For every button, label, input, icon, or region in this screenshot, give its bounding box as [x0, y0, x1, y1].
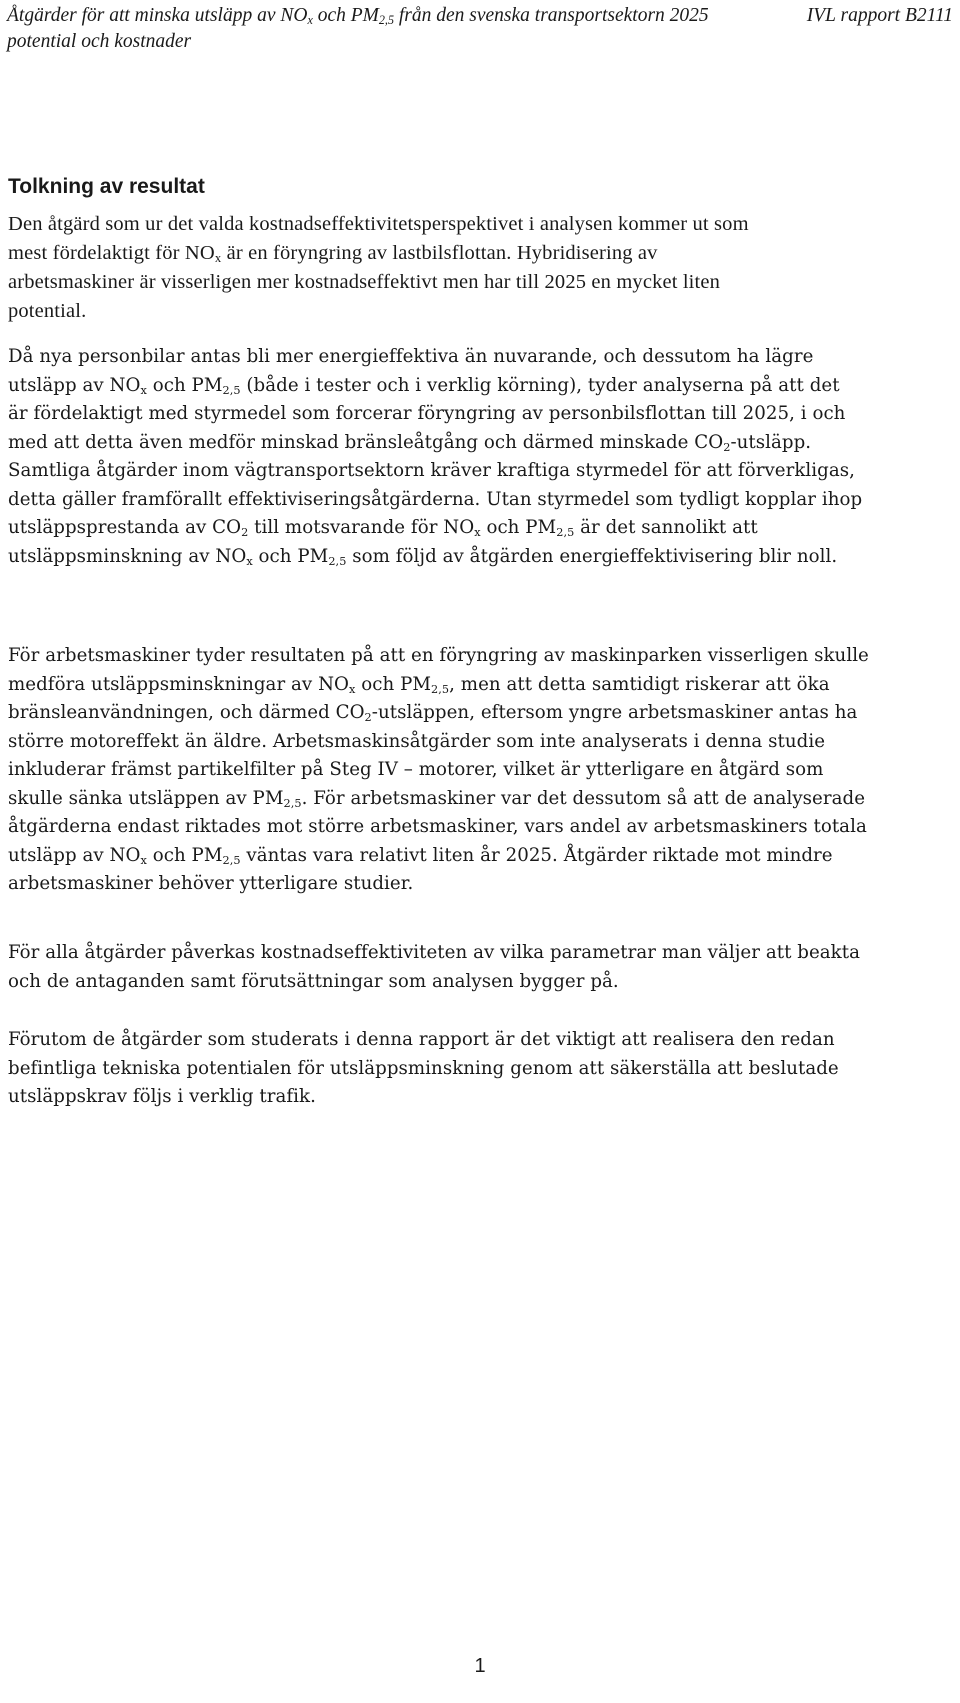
paragraph-line: utsläppskrav följs i verklig trafik.: [8, 1086, 316, 1107]
paragraph-4: [8, 939, 952, 996]
paragraph-1: [8, 210, 952, 326]
paragraph-line: arbetsmaskiner är visserligen mer kostnadseffektivt men har till 2025 en mycket liten: [8, 271, 721, 293]
paragraph-line: skulle sänka utsläppen av $PM_{2,5}$. För arbetsmaskiner var det dessutom så att de analyserade: [8, 787, 866, 810]
paragraph-line: arbetsmaskiner behöver ytterligare studier.: [8, 873, 414, 894]
paragraph-line: utsläpp av $NO_x$ och $PM_{2,5}$ väntas vara relativt liten år 2025. Åtgärder riktade mot mindre: [8, 844, 833, 867]
paragraph-line: potential.: [8, 300, 87, 322]
paragraph-line: större motoreffekt än äldre. Arbetsmaskinsåtgärder som inte analyserats i denna studie: [8, 730, 826, 752]
paragraph-line: Samtliga åtgärder inom vägtransportsektorn kräver kraftiga styrmedel för att förverkligas,: [8, 460, 855, 481]
paragraph-line: med att detta även medför minskad bränsleåtgång och därmed minskade $CO_2$-utsläpp.: [8, 431, 812, 454]
paragraph-line: detta gäller framförallt effektiviseringsåtgärderna. Utan styrmedel som tydligt kopplar ihop: [8, 488, 863, 510]
header-title-line1: Åtgärder för att minska utsläpp av $NO_x$ och $PM_{2,5}$ från den svenska transportsektorn 2025: [7, 5, 709, 28]
paragraph-line: utsläppsprestanda av $CO_2$ till motsvarande för $NO_x$ och $PM_{2,5}$ är det sannolikt att: [8, 517, 758, 539]
page-header: [7, 3, 953, 52]
paragraph-5: [8, 1026, 952, 1112]
paragraph-line: utsläppsminskning av $NO_x$ och $PM_{2,5}$ som följd av åtgärden energieffektivisering blir noll.: [8, 545, 838, 568]
paragraph-line: bränsleanvändningen, och därmed $CO_2$-utsläppen, eftersom yngre arbetsmaskiner antas ha: [8, 702, 858, 724]
page-number: 1: [474, 1655, 486, 1677]
paragraph-line: och de antaganden samt förutsättningar som analysen bygger på.: [8, 970, 619, 992]
paragraph-line: åtgärderna endast riktades mot större arbetsmaskiner, vars andel av arbetsmaskiners totala: [8, 816, 867, 837]
paragraph-line: Då nya personbilar antas bli mer energieffektiva än nuvarande, och dessutom ha lägre: [8, 346, 814, 367]
header-report-id: IVL rapport B2111: [806, 5, 953, 26]
paragraph-line: Den åtgärd som ur det valda kostnadseffektivitetsperspektivet i analysen kommer ut som: [8, 213, 749, 235]
section-heading: Tolkning av resultat: [8, 175, 205, 198]
paragraph-line: medföra utsläppsminskningar av $NO_x$ och $PM_{2,5}$, men att detta samtidigt riskerar att öka: [8, 673, 830, 696]
paragraph-2: [8, 343, 952, 571]
paragraph-line: För arbetsmaskiner tyder resultaten på att en föryngring av maskinparken visserligen skulle: [8, 645, 869, 666]
paragraph-line: befintliga tekniska potentialen för utsläppsminskning genom att säkerställa att beslutade: [8, 1057, 839, 1079]
paragraph-line: Förutom de åtgärder som studerats i denna rapport är det viktigt att realisera den redan: [8, 1029, 835, 1050]
paragraph-line: För alla åtgärder påverkas kostnadseffektiviteten av vilka parametrar man väljer att beakta: [8, 942, 860, 963]
paragraph-line: inkluderar främst partikelfilter på Steg IV – motorer, vilket är ytterligare en åtgärd som: [8, 759, 824, 780]
paragraph-line: mest fördelaktigt för $NO_x$ är en föryngring av lastbilsflottan. Hybridisering av: [8, 242, 658, 266]
paragraph-3: [8, 642, 952, 899]
paragraph-line: utsläpp av $NO_x$ och $PM_{2,5}$ (både i tester och i verklig körning), tyder analyserna på att det: [8, 374, 840, 397]
paragraph-line: är fördelaktigt med styrmedel som forcerar föryngring av personbilsflottan till 2025, i och: [8, 403, 846, 424]
header-title-line2: potential och kostnader: [7, 31, 192, 52]
